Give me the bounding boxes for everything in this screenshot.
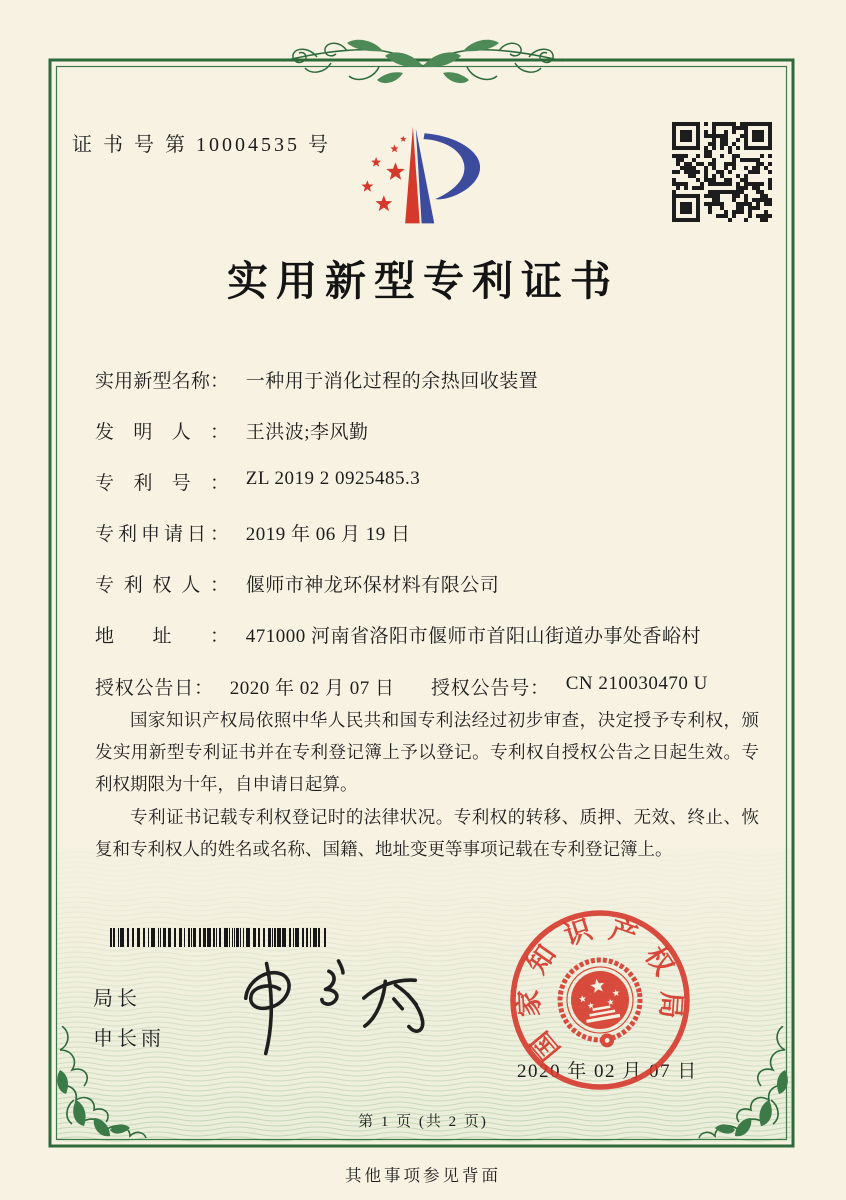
field-row-address [95,621,775,645]
svg-text:产: 产 [605,914,642,952]
field-label: 实用新型名称： [95,371,229,392]
field-value: 偃师市神龙环保材料有限公司 [245,575,500,596]
grant-number-label: 授权公告号： [431,678,549,699]
field-row-patentee [95,570,775,594]
svg-text:家: 家 [513,989,545,1018]
signature [218,943,463,1068]
grant-date-value: 2020 年 02 月 07 日 [229,678,395,699]
commissioner-title: 局长 [93,988,141,1010]
field-label: 专利申请日： [95,524,229,545]
official-seal [490,890,710,1110]
svg-text:识: 识 [560,914,596,951]
legal-text [95,704,759,865]
grant-number-value: CN 210030470 U [565,673,708,694]
field-value: 一种用于消化过程的余热回收装置 [245,371,539,392]
top-garland-ornament [283,33,563,95]
field-label: 发明人： [95,422,229,443]
grant-number-pair [431,673,708,700]
certificate-title: 实用新型专利证书 [227,258,619,304]
logo-stars-icon [361,136,406,211]
field-label: 专利号： [95,473,229,494]
svg-text:局: 局 [654,990,687,1020]
page-number: 第 1 页 (共 2 页) [358,1114,488,1130]
certificate-number: 证 书 号 第 10004535 号 [72,134,331,156]
national-emblem-icon [554,954,648,1055]
field-value: 王洪波;李风勤 [245,422,369,443]
svg-text:国: 国 [525,1025,566,1066]
grant-row [95,673,767,700]
field-row-inventor [95,417,775,441]
field-value: 2019 年 06 月 19 日 [245,524,411,545]
cnipa-logo [348,113,503,233]
grant-date-label: 授权公告日： [95,678,213,699]
field-label: 专利权人： [95,575,229,596]
field-row-filing-date [95,519,775,543]
svg-text:知: 知 [521,939,562,980]
legal-paragraph-2: 专利证书记载专利权登记时的法律状况。专利权的转移、质押、无效、终止、恢复和专利权人的姓名或名称、国籍、地址变更等事项记载在专利登记簿上。 [95,806,759,859]
field-row-patent-no [95,468,775,492]
field-value: 471000 河南省洛阳市偃师市首阳山街道办事处香峪村 [245,626,702,647]
seal-date: 2020 年 02 月 07 日 [517,1061,698,1082]
svg-text:权: 权 [639,941,680,981]
legal-paragraph-1: 国家知识产权局依照中华人民共和国专利法经过初步审查，决定授予专利权，颁发实用新型专利证书并在专利登记簿上予以登记。专利权自授权公告之日起生效。专利权期限为十年，自申请日起算。 [95,710,759,795]
back-side-note: 其他事项参见背面 [345,1166,501,1185]
qr-code [670,120,774,224]
commissioner-name: 申长雨 [93,1028,165,1050]
grant-date-pair [95,678,395,699]
field-list [95,366,775,672]
field-label: 地址： [95,626,229,647]
field-row-name [95,366,775,390]
field-value: ZL 2019 2 0925485.3 [245,468,421,489]
